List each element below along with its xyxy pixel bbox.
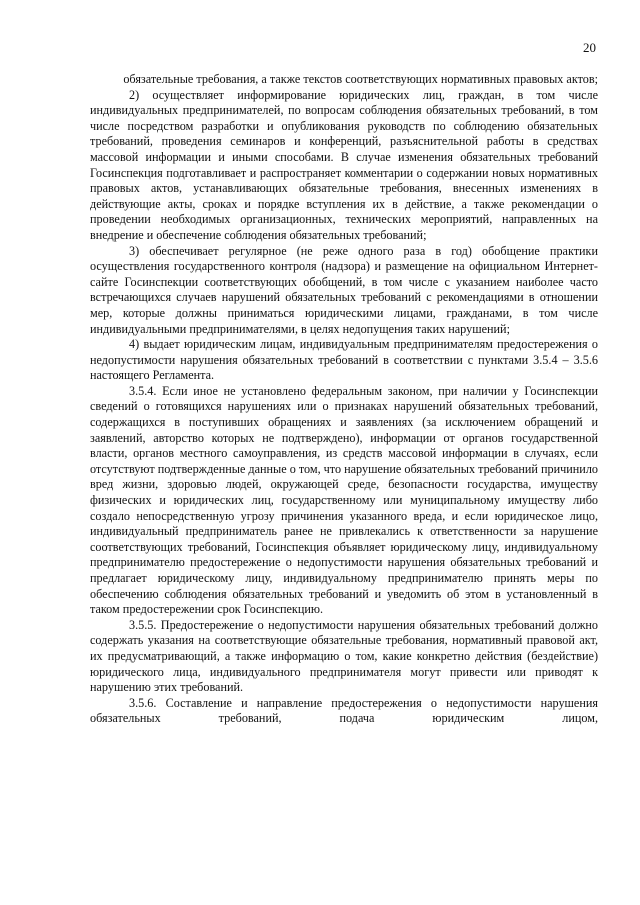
page-number: 20 — [583, 40, 596, 55]
paragraph-3-5-5: 3.5.5. Предостережение о недопустимости нарушения обязательных требований должно содержать указания на соответствующие обязательные требования, нормативный правовой акт, их предусматривающий, а также информацию о том, какие конкретно действия (бездействие) юридического лица, индивидуального предпринимателя могут привести или приводят к нарушению этих требований. — [90, 617, 598, 695]
paragraph-3-5-4: 3.5.4. Если иное не установлено федеральным законом, при наличии у Госинспекции сведений о готовящихся нарушениях или о признаках нарушений обязательных требований, содержащихся в поступивших обращениях и заявлениях (за исключением обращений и заявлений, авторство которых не подтверждено), информации от органов государственной власти, органов местного самоуправления, из средств массовой информации в случаях, если отсутствуют подтвержденные данные о том, что нарушение обязательных требований причинило вред жизни, здоровью людей, окружающей среде, безопасности государства, имуществу физических и юридических лиц, государственному или муниципальному имуществу либо создало непосредственную угрозу причинения указанного вреда, и если юридическое лицо, индивидуальный предприниматель ранее не привлекались к ответственности за нарушение соответствующих требований, Госинспекция объявляет юридическому лицу, индивидуальному предпринимателю предостережение о недопустимости нарушения обязательных требований и предлагает юридическому лицу, индивидуальному предпринимателю принять меры по обеспечению соблюдения обязательных требований и уведомить об этом в установленный в таком предостережении срок Госинспекцию. — [90, 383, 598, 617]
paragraph-item-4: 4) выдает юридическим лицам, индивидуальным предпринимателям предостережения о недопустимости нарушения обязательных требований в соответствии с пунктами 3.5.4 – 3.5.6 настоящего Регламента. — [90, 337, 598, 383]
paragraph-continuation: обязательные требования, а также текстов соответствующих нормативных правовых актов; — [123, 72, 598, 86]
document-body — [90, 72, 598, 727]
paragraph-item-3: 3) обеспечивает регулярное (не реже одного раза в год) обобщение практики осуществления государственного контроля (надзора) и размещение на официальном Интернет-сайте Госинспекции соответствующих обобщений, в том числе с указанием наиболее часто встречающихся случаев нарушений обязательных требований с рекомендациями в отношении мер, которые должны приниматься юридическими лицами, гражданами, в том числе индивидуальными предпринимателями, в целях недопущения таких нарушений; — [90, 243, 598, 336]
paragraph-3-5-6: 3.5.6. Составление и направление предостережения о недопустимости нарушения обязательных требований, подача юридическим лицом, — [90, 695, 598, 726]
paragraph-item-2: 2) осуществляет информирование юридических лиц, граждан, в том числе индивидуальных предпринимателей, по вопросам соблюдения обязательных требований, в том числе посредством разработки и опубликования руководств по соблюдению обязательных требований, проведения семинаров и конференций, разъяснительной работы в средствах массовой информации и иными способами. В случае изменения обязательных требований Госинспекция подготавливает и распространяет комментарии о содержании новых нормативных правовых актов, устанавливающих обязательные требования, внесенных изменениях в действующие акты, сроках и порядке вступления их в действие, а также рекомендации о проведении необходимых организационных, технических мероприятий, направленных на внедрение и обеспечение соблюдения обязательных требований; — [90, 87, 598, 242]
